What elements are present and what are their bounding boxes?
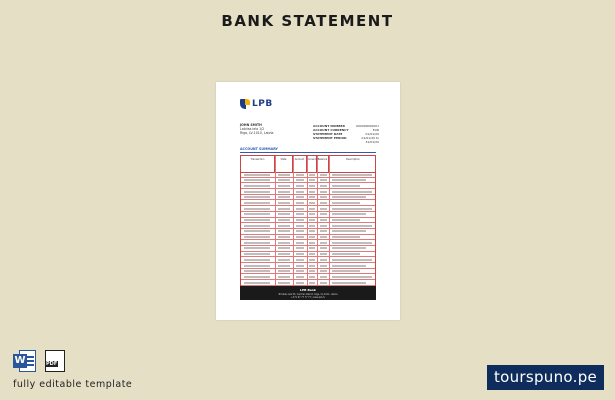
table-cell — [278, 196, 290, 198]
table-cell — [332, 219, 360, 221]
table-cell — [296, 225, 304, 227]
table-cell — [309, 202, 315, 204]
table-cell — [244, 253, 270, 255]
header-balance: Balance — [317, 156, 329, 172]
summary-divider — [240, 152, 376, 153]
table-cell — [332, 247, 366, 249]
meta-value: 01/01/20 to 31/01/20 — [361, 136, 379, 144]
table-cell — [296, 191, 304, 193]
editable-caption: fully editable template — [13, 379, 133, 390]
logo-mark-icon — [240, 99, 250, 109]
table-cell — [244, 185, 270, 187]
table-cell — [332, 265, 366, 267]
table-cell — [296, 202, 304, 204]
footer-contact: +371 67 77 77 77 | www.lpb.lv — [291, 296, 325, 299]
customer-block — [240, 123, 274, 136]
footer-address: Brivibas iela 54, Central district, Riga, LV-1011, Latvia — [278, 293, 338, 296]
table-cell — [320, 174, 327, 176]
table-cell — [244, 259, 270, 261]
table-cell — [296, 259, 304, 261]
table-cell — [296, 230, 304, 232]
format-icons — [13, 350, 65, 372]
table-cell — [332, 276, 372, 278]
table-cell — [309, 242, 315, 244]
customer-name: JOHN SMITH — [240, 123, 262, 127]
table-cell — [320, 259, 327, 261]
header-amount: Amount — [293, 156, 307, 172]
table-cell — [244, 179, 270, 181]
table-cell — [296, 242, 304, 244]
table-cell — [309, 270, 315, 272]
table-cell — [320, 230, 327, 232]
table-cell — [309, 179, 315, 181]
table-cell — [278, 259, 290, 261]
table-cell — [320, 247, 327, 249]
table-cell — [320, 242, 327, 244]
table-cell — [332, 242, 372, 244]
transactions-table — [240, 155, 376, 286]
table-cell — [244, 242, 270, 244]
table-cell — [278, 202, 290, 204]
table-cell — [309, 219, 315, 221]
table-cell — [320, 282, 327, 284]
table-cell — [309, 230, 315, 232]
table-cell — [309, 265, 315, 267]
footer-bank-name: LPB Bank — [300, 288, 316, 292]
table-cell — [320, 191, 327, 193]
table-cell — [309, 191, 315, 193]
table-cell — [296, 270, 304, 272]
table-cell — [296, 196, 304, 198]
table-cell — [244, 270, 270, 272]
table-cell — [278, 174, 290, 176]
table-cell — [278, 179, 290, 181]
table-header — [241, 156, 375, 173]
table-body — [241, 172, 375, 286]
meta-value: 000000000001 — [356, 124, 379, 128]
table-cell — [244, 276, 270, 278]
statement-footer — [240, 286, 376, 300]
table-cell — [320, 179, 327, 181]
table-cell — [332, 196, 366, 198]
table-cell — [278, 270, 290, 272]
table-cell — [320, 276, 327, 278]
statement-document — [216, 82, 400, 320]
table-cell — [296, 208, 304, 210]
table-cell — [278, 253, 290, 255]
header-currency: Currency — [307, 156, 317, 172]
table-cell — [320, 202, 327, 204]
table-cell — [278, 265, 290, 267]
table-cell — [244, 265, 270, 267]
table-cell — [332, 259, 372, 261]
table-cell — [296, 265, 304, 267]
table-cell — [320, 196, 327, 198]
table-cell — [278, 219, 290, 221]
table-cell — [332, 225, 372, 227]
table-cell — [296, 282, 304, 284]
bank-logo — [240, 98, 273, 110]
table-cell — [309, 276, 315, 278]
table-cell — [320, 219, 327, 221]
table-cell — [278, 242, 290, 244]
word-document-icon — [13, 350, 37, 372]
header-date: Date — [275, 156, 293, 172]
table-cell — [296, 219, 304, 221]
table-cell — [296, 253, 304, 255]
pdf-icon-label: PDF — [46, 361, 58, 367]
table-cell — [309, 259, 315, 261]
table-cell — [244, 236, 270, 238]
table-cell — [309, 208, 315, 210]
table-cell — [320, 265, 327, 267]
table-cell — [332, 202, 360, 204]
table-cell — [309, 185, 315, 187]
meta-key: STATEMENT PERIOD — [313, 136, 347, 140]
table-cell — [296, 236, 304, 238]
table-cell — [332, 282, 366, 284]
table-cell — [278, 247, 290, 249]
table-cell — [278, 213, 290, 215]
pdf-document-icon — [45, 350, 65, 372]
table-cell — [309, 225, 315, 227]
table-cell — [332, 208, 372, 210]
table-cell — [296, 185, 304, 187]
customer-address-2: Riga, LV-1010, Latvia — [240, 131, 274, 136]
word-icon-letter: W — [14, 355, 26, 366]
table-cell — [296, 247, 304, 249]
table-cell — [244, 230, 270, 232]
table-cell — [320, 208, 327, 210]
logo-text: LPB — [252, 99, 273, 109]
table-cell — [309, 174, 315, 176]
table-cell — [332, 185, 360, 187]
table-cell — [244, 191, 270, 193]
table-cell — [332, 230, 366, 232]
table-cell — [244, 202, 270, 204]
table-cell — [309, 196, 315, 198]
table-cell — [320, 213, 327, 215]
table-cell — [296, 174, 304, 176]
customer-address-1: Latvias iela 1/2 — [240, 127, 265, 132]
table-cell — [332, 191, 372, 193]
table-cell — [332, 270, 360, 272]
table-cell — [309, 236, 315, 238]
table-cell — [332, 236, 360, 238]
meta-key: ACCOUNT NUMBER — [313, 124, 345, 128]
table-cell — [332, 213, 366, 215]
meta-key: ACCOUNT CURRENCY — [313, 128, 349, 132]
meta-key: STATEMENT DATE — [313, 132, 343, 136]
table-cell — [320, 236, 327, 238]
table-cell — [278, 225, 290, 227]
table-cell — [244, 282, 270, 284]
table-cell — [244, 174, 270, 176]
table-cell — [244, 208, 270, 210]
table-cell — [244, 219, 270, 221]
table-cell — [320, 225, 327, 227]
meta-value: 01/01/20 — [365, 132, 379, 136]
table-cell — [244, 213, 270, 215]
table-cell — [278, 191, 290, 193]
table-cell — [296, 179, 304, 181]
table-cell — [332, 179, 366, 181]
table-cell — [320, 185, 327, 187]
header-transaction: Transaction — [241, 156, 275, 172]
account-summary-label: ACCOUNT SUMMARY — [240, 147, 278, 151]
statement-meta — [313, 124, 379, 144]
table-cell — [309, 253, 315, 255]
brand-badge[interactable]: tourspuno.pe — [487, 365, 604, 390]
header-description: Description — [346, 158, 360, 161]
table-cell — [309, 213, 315, 215]
table-cell — [278, 276, 290, 278]
table-cell — [309, 247, 315, 249]
table-cell — [244, 247, 270, 249]
table-cell — [320, 270, 327, 272]
table-cell — [244, 225, 270, 227]
meta-value: EUR — [372, 128, 379, 132]
table-cell — [278, 282, 290, 284]
table-cell — [309, 282, 315, 284]
table-cell — [278, 208, 290, 210]
page-title: BANK STATEMENT — [221, 12, 394, 30]
table-cell — [320, 253, 327, 255]
table-cell — [244, 196, 270, 198]
table-cell — [278, 230, 290, 232]
table-cell — [278, 236, 290, 238]
table-row — [241, 280, 375, 286]
table-cell — [278, 185, 290, 187]
table-cell — [296, 276, 304, 278]
table-cell — [296, 213, 304, 215]
table-cell — [332, 253, 360, 255]
table-cell — [332, 174, 372, 176]
